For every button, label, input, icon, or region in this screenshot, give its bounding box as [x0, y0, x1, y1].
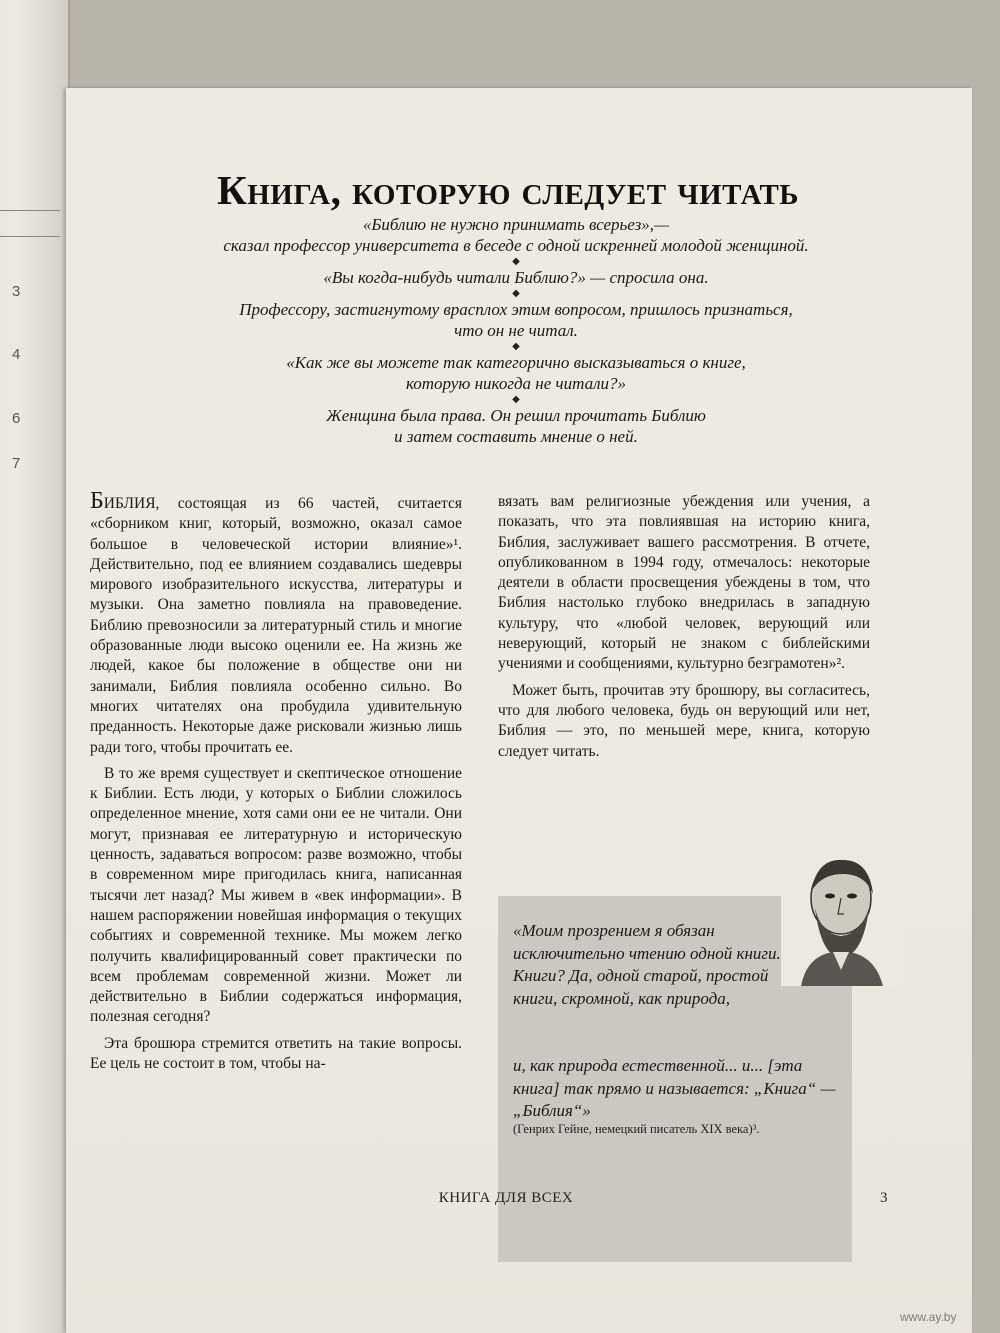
intro-line: «Библию не нужно принимать всерьез»,—	[362, 215, 670, 234]
brochure-page	[66, 88, 972, 1333]
quote-sidebar	[498, 896, 852, 1262]
page-number: 3	[880, 1190, 888, 1206]
article-paragraph: вязать вам религиозные убеждения или учения, а показать, что эта повлиявшая на историю книга, Библия, заслуживает вашего рассмотрения. В отчете, опубликованном в 1994 году, отмечалось: некоторые деятели в области просвещения убеждены в том, что Библия настолько глубоко внедрилась в западную культуру, что «любой человек, верующий или неверующий, который не знаком с библейскими учениями и сообщениями, культурно безграмотен»².	[498, 493, 870, 673]
heine-quote	[513, 920, 788, 1010]
quote-text: и, как природа естественной... и... [эта книга] так прямо и называется: „Книга“ — „Библия“»	[513, 1056, 836, 1120]
heine-quote-continued	[513, 1055, 848, 1123]
facing-page	[0, 0, 70, 1333]
heine-portrait	[781, 852, 901, 986]
intro-line: Женщина была права. Он решил прочитать Библию	[326, 406, 706, 425]
diamond-divider: ◆	[512, 394, 520, 405]
footer-title: КНИГА ДЛЯ ВСЕХ	[438, 1190, 574, 1206]
article-paragraph: Может быть, прочитав эту брошюру, вы согласитесь, что для любого человека, будь он верующий или нет, Библия — это, по меньшей мере, книга, которую следует читать.	[498, 681, 870, 760]
diamond-divider: ◆	[512, 256, 520, 267]
intro-line: которую никогда не читали?»	[405, 374, 627, 393]
facing-page-number: 3	[12, 283, 21, 300]
facing-page-number: 6	[12, 410, 21, 427]
diamond-divider: ◆	[512, 341, 520, 352]
drop-cap: Б	[90, 488, 104, 514]
facing-page-line	[0, 210, 60, 211]
intro-line: «Как же вы можете так категорично высказываться о книге,	[286, 353, 746, 372]
diamond-divider: ◆	[512, 288, 520, 299]
watermark: www.ay.by	[900, 1310, 957, 1324]
intro-line: и затем составить мнение о ней.	[394, 427, 638, 446]
intro-line: «Вы когда-нибудь читали Библию?» — спросила она.	[323, 268, 709, 287]
article-column-right	[498, 492, 870, 768]
facing-page-number: 4	[12, 346, 21, 363]
intro-dialogue	[156, 214, 876, 447]
page-title: Книга, которую следует читать	[217, 167, 799, 213]
intro-line: Профессору, застигнутому врасплох этим вопросом, пришлось признаться,	[239, 300, 793, 319]
intro-line: сказал профессор университета в беседе с одной искренней молодой женщиной.	[223, 236, 809, 255]
article-column-left	[90, 488, 462, 1080]
facing-page-line	[0, 236, 60, 237]
quote-text: «Моим прозрением я обязан исключительно чтению одной книги. Книги? Да, одной старой, простой книги, скромной, как природа,	[513, 921, 781, 1008]
article-paragraph: Эта брошюра стремится ответить на такие вопросы. Ее цель не состоит в том, чтобы на-	[90, 1034, 462, 1073]
intro-line: что он не читал.	[454, 321, 578, 340]
article-paragraph: В то же время существует и скептическое отношение к Библии. Есть люди, у которых о Библии сложилось определенное мнение, хотя сами они ее не читали. Они могут, признавая ее литературную и историческую ценность, задаваться вопросом: разве возможно, чтобы в современном мире пригодилась книга, написанная тысячи лет назад? Мы живем в «век информации». В нашем распоряжении новейшая информация о текущих событиях и современной технике. Мы можем легко получить квалифицированный совет практически по всем проблемам современной жизни. Может ли действительно в Библии содержаться информация, полезная сегодня?	[90, 764, 462, 1026]
facing-page-number: 7	[12, 455, 21, 472]
quote-attribution: (Генрих Гейне, немецкий писатель XIX века)³.	[513, 1122, 760, 1136]
article-paragraph: БИБЛИЯ, состоящая из 66 частей, считается «сборником книг, который, возможно, оказал самое большое в человеческой истории влияние»¹. Действительно, под ее влиянием создавались шедевры мирового изобразительного искусства, литературы и музыки. Она заметно повлияла на правоведение. Библию превозносили за литературный стиль и многие образованные люди высоко оценили ее. На жизнь же людей, какое бы положение в обществе они ни занимали, Библия повлияла особенно сильно. Во многих читателях она пробудила удивительную преданность. Некоторые даже рисковали жизнью лишь ради того, чтобы прочитать ее.	[90, 488, 462, 756]
